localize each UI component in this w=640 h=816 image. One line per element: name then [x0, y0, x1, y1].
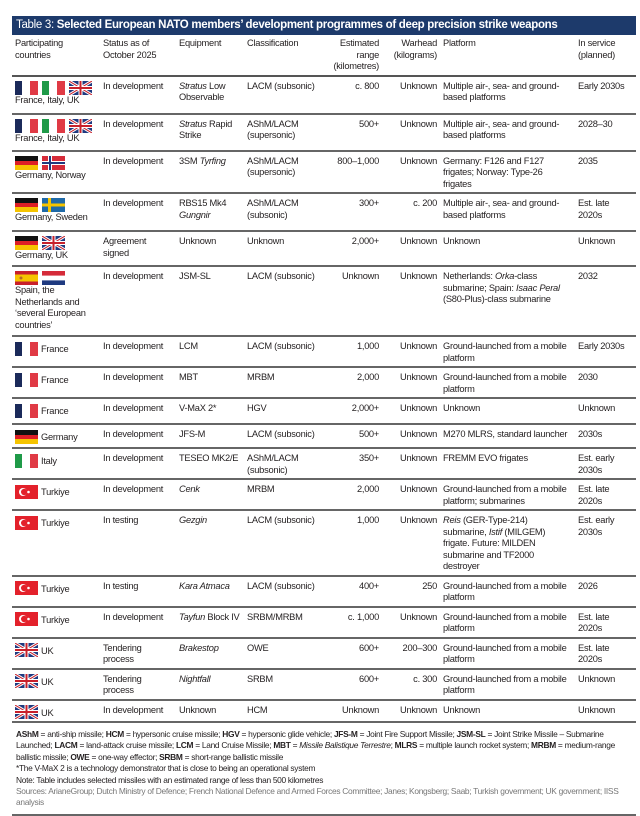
table-row [12, 231, 636, 266]
cell-classification: LACM (subsonic) [247, 429, 315, 439]
cell-equipment: Brakestop [179, 642, 219, 653]
cell-countries [12, 151, 100, 194]
flag-italy-icon [15, 454, 38, 468]
cell-classification: LACM (subsonic) [247, 515, 315, 525]
cell-equipment: Gezgin [179, 515, 207, 525]
country-name: UK [41, 707, 54, 718]
cell-classification: LACM (subsonic) [247, 80, 315, 91]
table-row [12, 448, 636, 479]
country-name: France [41, 344, 69, 354]
cell-range: 350+ [359, 453, 379, 463]
cell-countries [12, 231, 100, 266]
cell-countries [12, 448, 100, 479]
cell-status: In development [103, 611, 164, 622]
legend-item: HCM = hypersonic cruise missile; [105, 729, 223, 739]
flag-uk-icon [15, 643, 38, 657]
cell-equipment: Stratus Rapid Strike [179, 118, 233, 140]
table-row [12, 479, 636, 510]
cell-in-service: 2028–30 [578, 118, 613, 129]
cell-status: In development [103, 484, 164, 494]
legend-item: MRBM = medium-range ballistic missile; [16, 740, 615, 762]
cell-equipment: Unknown [179, 236, 217, 246]
legend-item: OWE = one-way effector; [70, 751, 160, 762]
cell-countries [12, 607, 100, 638]
cell-status: In development [103, 198, 164, 208]
strike-weapons-table [12, 35, 636, 723]
cell-in-service: Early 2030s [578, 341, 625, 351]
country-name: France, Italy, UK [15, 94, 80, 105]
cell-countries [12, 76, 100, 114]
cell-countries [12, 193, 100, 231]
country-name: Turkiye [41, 518, 70, 528]
country-name: Germany, UK [15, 250, 68, 260]
cell-platform: FREMM EVO frigates [443, 453, 528, 463]
country-flags [15, 236, 97, 250]
header-warhead: Warhead (kilograms) [393, 38, 437, 60]
flag-france-icon [15, 373, 38, 387]
abbreviation-legend [16, 729, 632, 763]
flag-turkiye-icon [15, 516, 38, 530]
cell-equipment: Tayfun Block IV [179, 611, 240, 622]
country-flags [15, 516, 38, 530]
country-flags [15, 674, 38, 688]
country-flags [15, 485, 38, 499]
cell-range: 2,000+ [351, 236, 379, 246]
country-flags [15, 198, 97, 212]
cell-in-service: Unknown [578, 236, 616, 246]
cell-warhead: Unknown [399, 453, 437, 463]
table-row [12, 510, 636, 576]
table-row [12, 669, 636, 700]
cell-countries [12, 336, 100, 367]
cell-range: 800–1,000 [337, 155, 379, 166]
cell-platform: Unknown [443, 236, 481, 246]
header-status: Status as of October 2025 [103, 38, 157, 60]
cell-in-service: 2032 [578, 271, 598, 281]
cell-range: 500+ [359, 429, 379, 439]
cell-equipment: RBS15 Mk4 Gungnir [179, 198, 227, 220]
cell-warhead: Unknown [399, 271, 437, 281]
legend-item: SRBM = short-range ballistic missile [159, 751, 284, 762]
country-name: Turkiye [41, 487, 70, 497]
flag-turkiye-icon [15, 581, 38, 595]
country-name: Germany, Norway [15, 169, 86, 180]
cell-platform: Ground-launched from a mobile platform [443, 642, 567, 664]
flag-france-icon [15, 81, 38, 95]
country-name: UK [41, 676, 54, 687]
flag-netherlands-icon [42, 271, 65, 285]
flag-uk-icon [15, 674, 38, 688]
cell-warhead: Unknown [399, 80, 437, 91]
cell-status: In development [103, 372, 164, 382]
cell-status: In development [103, 341, 164, 351]
cell-equipment: JSM-SL [179, 271, 211, 281]
country-name: UK [41, 645, 54, 656]
table-row [12, 336, 636, 367]
cell-equipment: JFS-M [179, 429, 206, 439]
table-row [12, 638, 636, 669]
flag-germany-icon [15, 198, 38, 212]
country-name: Italy [41, 456, 57, 466]
cell-status: In development [103, 453, 164, 463]
cell-status: Agreement signed [103, 236, 147, 258]
cell-warhead: Unknown [399, 429, 437, 439]
cell-status: In development [103, 271, 164, 281]
table-title: Table 3: Selected European NATO members’ development programmes of deep precision strike weapons [12, 16, 636, 35]
legend-item: LACM = land-attack cruise missile; [54, 740, 176, 751]
cell-in-service: Est. early 2030s [578, 515, 615, 537]
cell-warhead: Unknown [399, 155, 437, 166]
cell-status: Tendering process [103, 673, 142, 695]
legend-item: AShM = anti-ship missile; [16, 729, 106, 739]
cell-classification: AShM/LACM (supersonic) [247, 155, 299, 177]
cell-equipment: Stratus Low Observable [179, 80, 226, 102]
cell-platform: Reis (GER-Type-214) submarine, Istif (MILGEM) frigate. Future: MILDEN submarine and TF2000 destroyer [443, 515, 546, 571]
footnote: *The V-MaX 2 is a technology demonstrator that is close to being an operational system [16, 763, 316, 774]
cell-warhead: Unknown [399, 403, 437, 413]
cell-range: 600+ [359, 673, 379, 684]
country-flags [15, 342, 38, 356]
flag-italy-icon [42, 119, 65, 133]
header-countries: Participating countries [15, 38, 63, 60]
cell-warhead: c. 200 [413, 198, 437, 208]
cell-countries [12, 638, 100, 669]
legend-item: JFS-M = Joint Fire Support Missile; [333, 729, 457, 739]
cell-classification: SRBM/MRBM [247, 611, 303, 622]
sources: Sources: ArianeGroup; Dutch Ministry of Defence; French National Defence and Armed Forces Committee; Janes; Kongsberg; Saab; Turkish government; UK government; IISS analysis [16, 786, 619, 808]
cell-classification: AShM/LACM (subsonic) [247, 453, 299, 475]
country-flags [15, 119, 97, 133]
cell-platform: Unknown [443, 704, 481, 715]
cell-range: 2,000+ [351, 403, 379, 413]
cell-platform: Ground-launched from a mobile platform [443, 673, 567, 695]
flag-uk-icon [69, 119, 92, 133]
cell-classification: HCM [247, 704, 268, 715]
cell-classification: HGV [247, 403, 267, 413]
cell-platform: Unknown [443, 403, 481, 413]
flag-germany-icon [15, 156, 38, 170]
cell-in-service: Unknown [578, 673, 616, 684]
cell-platform: Netherlands: Orka-class submarine; Spain: Isaac Peral (S80-Plus)-class submarine [443, 271, 560, 304]
country-flags [15, 705, 38, 719]
table-row [12, 114, 636, 151]
cell-platform: Germany: F126 and F127 frigates; Norway: Type-26 frigates [443, 155, 544, 189]
cell-warhead: Unknown [399, 704, 437, 715]
cell-equipment: Kara Atmaca [179, 580, 230, 591]
country-flags [15, 612, 38, 626]
flag-france-icon [15, 404, 38, 418]
cell-in-service: Early 2030s [578, 80, 625, 91]
cell-countries [12, 510, 100, 576]
cell-status: In development [103, 80, 164, 91]
country-name: Germany, Sweden [15, 212, 88, 222]
country-name: Germany [41, 432, 78, 442]
cell-status: In testing [103, 580, 139, 591]
country-name: France, Italy, UK [15, 132, 80, 143]
table-row [12, 576, 636, 607]
country-name: Spain, the Netherlands and ‘several European countries’ [15, 285, 86, 330]
flag-uk-icon [69, 81, 92, 95]
cell-equipment: MBT [179, 372, 198, 382]
cell-classification: AShM/LACM (subsonic) [247, 198, 299, 220]
cell-warhead: Unknown [399, 236, 437, 246]
header-equipment: Equipment [179, 38, 222, 48]
country-flags [15, 581, 38, 595]
country-flags [15, 430, 38, 444]
cell-in-service: Unknown [578, 704, 616, 715]
cell-equipment: Nightfall [179, 673, 211, 684]
cell-platform: Multiple air-, sea- and ground-based platforms [443, 118, 560, 140]
cell-countries [12, 576, 100, 607]
cell-range: 300+ [359, 198, 379, 208]
cell-status: Tendering process [103, 642, 142, 664]
cell-equipment: TESEO MK2/E [179, 453, 239, 463]
cell-platform: Multiple air-, sea- and ground-based platforms [443, 80, 560, 102]
flag-france-icon [15, 119, 38, 133]
header-range: Estimated range (kilometres) [333, 38, 379, 71]
cell-in-service: 2030s [578, 429, 603, 439]
country-flags [15, 454, 38, 468]
table-row [12, 424, 636, 448]
cell-range: Unknown [341, 271, 379, 281]
cell-status: In development [103, 704, 164, 715]
cell-range: c. 1,000 [347, 611, 379, 622]
cell-status: In testing [103, 515, 139, 525]
cell-in-service: 2035 [578, 155, 598, 166]
cell-in-service: Est. late 2020s [578, 642, 610, 664]
country-name: France [41, 406, 69, 416]
cell-countries [12, 479, 100, 510]
cell-equipment: 3SM Tyrfing [179, 155, 226, 166]
flag-uk-icon [42, 236, 65, 250]
cell-platform: Ground-launched from a mobile platform [443, 341, 567, 363]
flag-turkiye-icon [15, 485, 38, 499]
cell-in-service: Est. late 2020s [578, 611, 610, 633]
cell-countries [12, 398, 100, 424]
flag-uk-icon [15, 705, 38, 719]
flag-germany-icon [15, 236, 38, 250]
cell-classification: AShM/LACM (supersonic) [247, 118, 299, 140]
country-flags [15, 271, 97, 285]
cell-warhead: Unknown [399, 118, 437, 129]
strike-weapons-table-container [12, 16, 636, 816]
cell-warhead: 250 [422, 580, 437, 591]
table-footer [12, 723, 636, 812]
cell-range: 500+ [359, 118, 379, 129]
country-name: Turkiye [41, 614, 70, 625]
table-row [12, 266, 636, 336]
country-name: France [41, 375, 69, 385]
cell-in-service: Est. late 2020s [578, 484, 610, 506]
header-row [12, 35, 636, 76]
cell-platform: Ground-launched from a mobile platform; submarines [443, 484, 567, 506]
legend-item: MLRS = multiple launch rocket system; [394, 740, 532, 751]
cell-platform: Ground-launched from a mobile platform [443, 372, 567, 394]
cell-equipment: LCM [179, 341, 198, 351]
cell-in-service: Est. early 2030s [578, 453, 615, 475]
cell-platform: Multiple air-, sea- and ground-based platforms [443, 198, 560, 220]
flag-germany-icon [15, 430, 38, 444]
cell-status: In development [103, 429, 164, 439]
legend-item: HGV = hypersonic glide vehicle; [222, 729, 334, 739]
cell-range: 1,000 [356, 515, 379, 525]
cell-classification: Unknown [247, 236, 285, 246]
cell-range: 2,000 [356, 372, 379, 382]
cell-countries [12, 700, 100, 723]
country-flags [15, 373, 38, 387]
cell-classification: LACM (subsonic) [247, 580, 315, 591]
header-platform: Platform [443, 38, 476, 48]
country-flags [15, 643, 38, 657]
header-classification: Classification [247, 38, 299, 48]
cell-warhead: Unknown [399, 372, 437, 382]
cell-range: c. 800 [355, 80, 379, 91]
cell-warhead: Unknown [399, 484, 437, 494]
legend-item: LCM = Land Cruise Missile; [175, 740, 274, 751]
country-name: Turkiye [41, 583, 70, 594]
cell-status: In development [103, 118, 164, 129]
cell-range: 400+ [359, 580, 379, 591]
cell-status: In development [103, 155, 164, 166]
flag-turkiye-icon [15, 612, 38, 626]
note: Note: Table includes selected missiles with an estimated range of less than 500 kilometres [16, 774, 324, 785]
cell-range: 600+ [359, 642, 379, 653]
cell-equipment: Cenk [179, 484, 200, 494]
header-in-service: In service (planned) [578, 38, 616, 60]
cell-platform: M270 MLRS, standard launcher [443, 429, 568, 439]
cell-platform: Ground-launched from a mobile platform [443, 611, 567, 633]
cell-in-service: Est. late 2020s [578, 198, 610, 220]
table-row [12, 367, 636, 398]
cell-platform: Ground-launched from a mobile platform [443, 580, 567, 602]
cell-in-service: 2026 [578, 580, 598, 591]
cell-warhead: Unknown [399, 611, 437, 622]
cell-classification: SRBM [247, 673, 273, 684]
cell-countries [12, 114, 100, 151]
table-row [12, 151, 636, 194]
cell-in-service: 2030 [578, 372, 598, 382]
cell-range: 2,000 [356, 484, 379, 494]
cell-equipment: V-MaX 2* [179, 403, 217, 413]
table-row [12, 193, 636, 231]
cell-countries [12, 424, 100, 448]
cell-classification: MRBM [247, 484, 275, 494]
flag-italy-icon [42, 81, 65, 95]
flag-sweden-icon [42, 198, 65, 212]
cell-warhead: Unknown [399, 515, 437, 525]
table-row [12, 700, 636, 723]
country-flags [15, 156, 97, 170]
cell-countries [12, 266, 100, 336]
country-flags [15, 404, 38, 418]
country-flags [15, 81, 97, 95]
cell-status: In development [103, 403, 164, 413]
flag-france-icon [15, 342, 38, 356]
flag-norway-icon [42, 156, 65, 170]
cell-countries [12, 367, 100, 398]
cell-countries [12, 669, 100, 700]
legend-item: MBT = Missile Balistique Terrestre; [273, 740, 395, 751]
table-row [12, 76, 636, 114]
cell-warhead: Unknown [399, 341, 437, 351]
table-row [12, 607, 636, 638]
cell-in-service: Unknown [578, 403, 616, 413]
cell-equipment: Unknown [179, 704, 217, 715]
cell-warhead: 200–300 [402, 642, 437, 653]
cell-classification: LACM (subsonic) [247, 271, 315, 281]
cell-range: Unknown [341, 704, 379, 715]
table-row [12, 398, 636, 424]
cell-warhead: c. 300 [413, 673, 437, 684]
cell-classification: OWE [247, 642, 269, 653]
cell-classification: LACM (subsonic) [247, 341, 315, 351]
flag-spain-icon [15, 271, 38, 285]
legend-item: JSM-SL = Joint Strike Missile – Submarine Launched; [16, 729, 604, 751]
cell-range: 1,000 [356, 341, 379, 351]
cell-classification: MRBM [247, 372, 275, 382]
